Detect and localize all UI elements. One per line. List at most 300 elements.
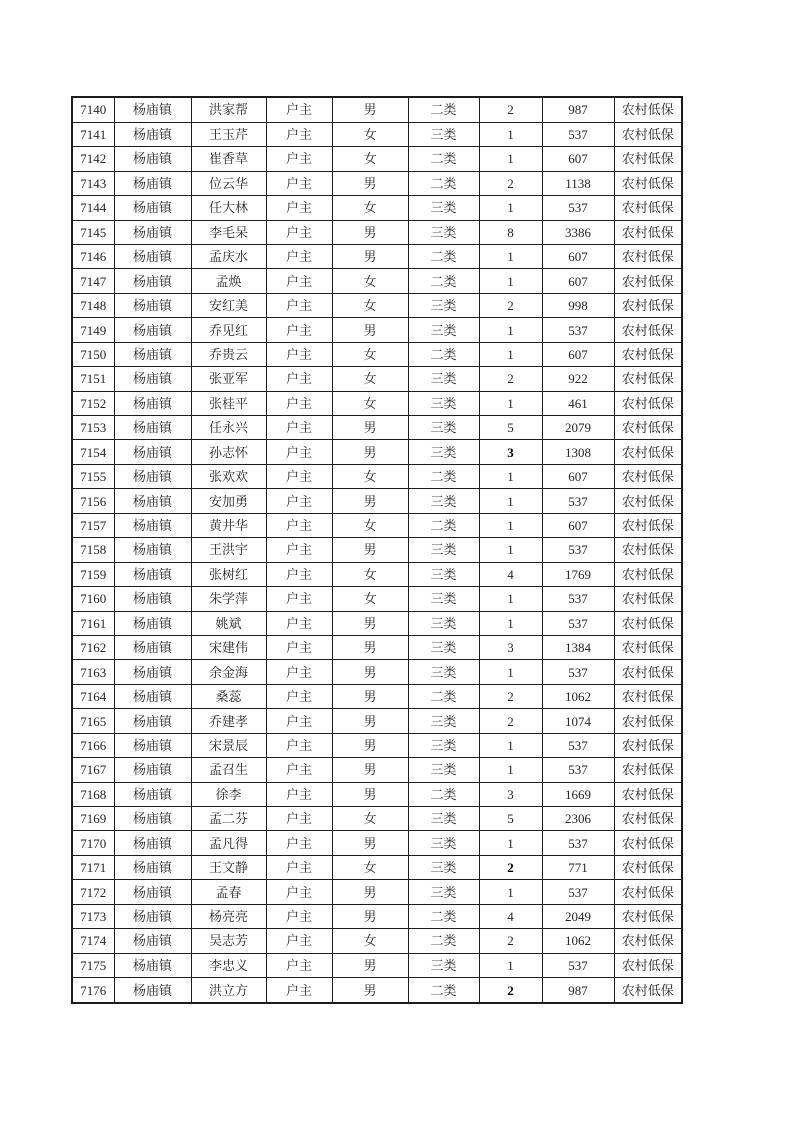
cell-gender: 男: [332, 244, 408, 268]
cell-amount: 3386: [542, 220, 614, 244]
cell-gender: 男: [332, 220, 408, 244]
cell-household-count: 1: [479, 318, 542, 342]
cell-record-id: 7158: [72, 538, 114, 562]
cell-town: 杨庙镇: [114, 269, 191, 293]
cell-gender: 女: [332, 513, 408, 537]
cell-program: 农村低保: [614, 953, 682, 977]
cell-program: 农村低保: [614, 831, 682, 855]
cell-category: 三类: [408, 635, 479, 659]
cell-amount: 1074: [542, 709, 614, 733]
cell-gender: 女: [332, 855, 408, 879]
cell-relation: 户主: [266, 489, 332, 513]
table-row: [72, 318, 682, 342]
cell-person-name: 任永兴: [191, 416, 266, 440]
table-row: [72, 611, 682, 635]
cell-program: 农村低保: [614, 342, 682, 366]
table-row: [72, 391, 682, 415]
cell-amount: 537: [542, 196, 614, 220]
cell-record-id: 7154: [72, 440, 114, 464]
cell-record-id: 7146: [72, 244, 114, 268]
table-row: [72, 464, 682, 488]
cell-gender: 女: [332, 929, 408, 953]
cell-record-id: 7152: [72, 391, 114, 415]
cell-category: 三类: [408, 953, 479, 977]
cell-amount: 607: [542, 464, 614, 488]
cell-program: 农村低保: [614, 318, 682, 342]
cell-amount: 537: [542, 880, 614, 904]
cell-amount: 922: [542, 367, 614, 391]
cell-household-count: 1: [479, 880, 542, 904]
cell-category: 二类: [408, 244, 479, 268]
cell-person-name: 徐李: [191, 782, 266, 806]
cell-relation: 户主: [266, 709, 332, 733]
cell-household-count: 3: [479, 635, 542, 659]
cell-amount: 998: [542, 293, 614, 317]
cell-town: 杨庙镇: [114, 587, 191, 611]
cell-gender: 男: [332, 538, 408, 562]
cell-program: 农村低保: [614, 464, 682, 488]
table-row: [72, 342, 682, 366]
cell-town: 杨庙镇: [114, 538, 191, 562]
cell-town: 杨庙镇: [114, 293, 191, 317]
cell-town: 杨庙镇: [114, 831, 191, 855]
cell-person-name: 张树红: [191, 562, 266, 586]
cell-record-id: 7174: [72, 929, 114, 953]
cell-town: 杨庙镇: [114, 880, 191, 904]
cell-amount: 537: [542, 122, 614, 146]
cell-relation: 户主: [266, 513, 332, 537]
cell-program: 农村低保: [614, 635, 682, 659]
cell-program: 农村低保: [614, 293, 682, 317]
cell-person-name: 乔贵云: [191, 342, 266, 366]
cell-relation: 户主: [266, 342, 332, 366]
cell-record-id: 7162: [72, 635, 114, 659]
cell-person-name: 余金海: [191, 660, 266, 684]
cell-gender: 女: [332, 147, 408, 171]
cell-category: 二类: [408, 342, 479, 366]
cell-person-name: 王文静: [191, 855, 266, 879]
cell-household-count: 2: [479, 978, 542, 1003]
cell-relation: 户主: [266, 244, 332, 268]
cell-person-name: 安加勇: [191, 489, 266, 513]
cell-person-name: 姚斌: [191, 611, 266, 635]
table-row: [72, 782, 682, 806]
cell-relation: 户主: [266, 367, 332, 391]
cell-record-id: 7151: [72, 367, 114, 391]
cell-category: 三类: [408, 733, 479, 757]
cell-person-name: 位云华: [191, 171, 266, 195]
cell-amount: 537: [542, 953, 614, 977]
cell-gender: 男: [332, 831, 408, 855]
cell-amount: 607: [542, 513, 614, 537]
cell-program: 农村低保: [614, 611, 682, 635]
cell-town: 杨庙镇: [114, 391, 191, 415]
cell-person-name: 王玉芹: [191, 122, 266, 146]
cell-person-name: 孟焕: [191, 269, 266, 293]
cell-relation: 户主: [266, 97, 332, 122]
cell-relation: 户主: [266, 122, 332, 146]
table-row: [72, 831, 682, 855]
cell-town: 杨庙镇: [114, 978, 191, 1003]
cell-category: 三类: [408, 367, 479, 391]
cell-relation: 户主: [266, 684, 332, 708]
cell-program: 农村低保: [614, 244, 682, 268]
cell-household-count: 1: [479, 342, 542, 366]
cell-amount: 771: [542, 855, 614, 879]
cell-household-count: 1: [479, 489, 542, 513]
cell-gender: 男: [332, 733, 408, 757]
cell-category: 二类: [408, 782, 479, 806]
cell-gender: 女: [332, 367, 408, 391]
cell-gender: 男: [332, 904, 408, 928]
cell-relation: 户主: [266, 953, 332, 977]
cell-household-count: 2: [479, 855, 542, 879]
cell-household-count: 1: [479, 391, 542, 415]
cell-gender: 男: [332, 758, 408, 782]
cell-person-name: 安红美: [191, 293, 266, 317]
cell-gender: 男: [332, 684, 408, 708]
cell-town: 杨庙镇: [114, 929, 191, 953]
table-row: [72, 147, 682, 171]
cell-town: 杨庙镇: [114, 855, 191, 879]
cell-town: 杨庙镇: [114, 97, 191, 122]
cell-amount: 2049: [542, 904, 614, 928]
cell-town: 杨庙镇: [114, 611, 191, 635]
cell-category: 二类: [408, 464, 479, 488]
cell-amount: 607: [542, 342, 614, 366]
cell-household-count: 5: [479, 416, 542, 440]
cell-person-name: 张亚军: [191, 367, 266, 391]
table-row: [72, 880, 682, 904]
cell-record-id: 7149: [72, 318, 114, 342]
cell-program: 农村低保: [614, 97, 682, 122]
cell-gender: 男: [332, 440, 408, 464]
cell-record-id: 7160: [72, 587, 114, 611]
cell-category: 二类: [408, 513, 479, 537]
cell-town: 杨庙镇: [114, 318, 191, 342]
table-row: [72, 758, 682, 782]
cell-program: 农村低保: [614, 684, 682, 708]
cell-gender: 男: [332, 660, 408, 684]
cell-household-count: 1: [479, 733, 542, 757]
cell-record-id: 7156: [72, 489, 114, 513]
cell-program: 农村低保: [614, 416, 682, 440]
cell-household-count: 2: [479, 367, 542, 391]
cell-category: 三类: [408, 880, 479, 904]
cell-record-id: 7150: [72, 342, 114, 366]
cell-gender: 男: [332, 489, 408, 513]
cell-household-count: 2: [479, 293, 542, 317]
cell-category: 二类: [408, 978, 479, 1003]
cell-relation: 户主: [266, 782, 332, 806]
cell-category: 二类: [408, 929, 479, 953]
cell-program: 农村低保: [614, 562, 682, 586]
cell-person-name: 任大林: [191, 196, 266, 220]
cell-relation: 户主: [266, 635, 332, 659]
cell-town: 杨庙镇: [114, 367, 191, 391]
cell-record-id: 7164: [72, 684, 114, 708]
cell-category: 三类: [408, 855, 479, 879]
cell-record-id: 7161: [72, 611, 114, 635]
cell-relation: 户主: [266, 660, 332, 684]
cell-person-name: 王洪宇: [191, 538, 266, 562]
cell-town: 杨庙镇: [114, 709, 191, 733]
cell-category: 三类: [408, 416, 479, 440]
welfare-roster-table: [71, 96, 683, 1004]
cell-amount: 537: [542, 831, 614, 855]
cell-person-name: 洪家帮: [191, 97, 266, 122]
table-row: [72, 122, 682, 146]
table-row: [72, 904, 682, 928]
cell-relation: 户主: [266, 880, 332, 904]
cell-gender: 男: [332, 880, 408, 904]
cell-amount: 461: [542, 391, 614, 415]
cell-program: 农村低保: [614, 782, 682, 806]
cell-category: 三类: [408, 122, 479, 146]
cell-town: 杨庙镇: [114, 807, 191, 831]
cell-relation: 户主: [266, 440, 332, 464]
cell-program: 农村低保: [614, 147, 682, 171]
cell-program: 农村低保: [614, 391, 682, 415]
cell-record-id: 7171: [72, 855, 114, 879]
cell-record-id: 7172: [72, 880, 114, 904]
cell-household-count: 3: [479, 782, 542, 806]
cell-program: 农村低保: [614, 513, 682, 537]
cell-household-count: 2: [479, 684, 542, 708]
cell-gender: 女: [332, 464, 408, 488]
cell-relation: 户主: [266, 391, 332, 415]
cell-category: 二类: [408, 97, 479, 122]
table-row: [72, 196, 682, 220]
cell-program: 农村低保: [614, 269, 682, 293]
cell-town: 杨庙镇: [114, 953, 191, 977]
cell-household-count: 1: [479, 953, 542, 977]
cell-person-name: 张欢欢: [191, 464, 266, 488]
cell-household-count: 4: [479, 904, 542, 928]
cell-town: 杨庙镇: [114, 122, 191, 146]
cell-amount: 537: [542, 538, 614, 562]
table-row: [72, 367, 682, 391]
cell-household-count: 1: [479, 244, 542, 268]
cell-person-name: 李毛呆: [191, 220, 266, 244]
cell-relation: 户主: [266, 855, 332, 879]
cell-category: 三类: [408, 562, 479, 586]
cell-town: 杨庙镇: [114, 562, 191, 586]
table-row: [72, 293, 682, 317]
cell-household-count: 2: [479, 171, 542, 195]
cell-category: 三类: [408, 709, 479, 733]
cell-household-count: 5: [479, 807, 542, 831]
cell-town: 杨庙镇: [114, 147, 191, 171]
cell-program: 农村低保: [614, 855, 682, 879]
cell-household-count: 2: [479, 929, 542, 953]
cell-category: 三类: [408, 660, 479, 684]
cell-gender: 女: [332, 293, 408, 317]
cell-category: 三类: [408, 807, 479, 831]
cell-gender: 男: [332, 782, 408, 806]
cell-amount: 537: [542, 587, 614, 611]
cell-town: 杨庙镇: [114, 220, 191, 244]
cell-person-name: 孟春: [191, 880, 266, 904]
cell-category: 三类: [408, 587, 479, 611]
cell-person-name: 杨亮亮: [191, 904, 266, 928]
cell-category: 三类: [408, 293, 479, 317]
cell-amount: 2306: [542, 807, 614, 831]
cell-relation: 户主: [266, 733, 332, 757]
cell-record-id: 7170: [72, 831, 114, 855]
cell-program: 农村低保: [614, 196, 682, 220]
cell-amount: 1062: [542, 929, 614, 953]
cell-amount: 2079: [542, 416, 614, 440]
cell-program: 农村低保: [614, 709, 682, 733]
table-row: [72, 538, 682, 562]
cell-person-name: 乔见红: [191, 318, 266, 342]
cell-record-id: 7168: [72, 782, 114, 806]
cell-relation: 户主: [266, 464, 332, 488]
cell-household-count: 1: [479, 660, 542, 684]
cell-relation: 户主: [266, 269, 332, 293]
cell-amount: 537: [542, 660, 614, 684]
cell-relation: 户主: [266, 293, 332, 317]
table-row: [72, 513, 682, 537]
cell-gender: 男: [332, 318, 408, 342]
cell-program: 农村低保: [614, 904, 682, 928]
cell-amount: 537: [542, 318, 614, 342]
cell-household-count: 4: [479, 562, 542, 586]
table-row: [72, 855, 682, 879]
cell-household-count: 1: [479, 464, 542, 488]
cell-record-id: 7173: [72, 904, 114, 928]
cell-person-name: 李忠义: [191, 953, 266, 977]
table-row: [72, 269, 682, 293]
cell-person-name: 乔建孝: [191, 709, 266, 733]
table-row: [72, 709, 682, 733]
cell-program: 农村低保: [614, 122, 682, 146]
cell-amount: 1062: [542, 684, 614, 708]
cell-gender: 女: [332, 122, 408, 146]
cell-person-name: 孙志怀: [191, 440, 266, 464]
cell-amount: 1769: [542, 562, 614, 586]
cell-record-id: 7169: [72, 807, 114, 831]
cell-household-count: 1: [479, 831, 542, 855]
cell-category: 二类: [408, 269, 479, 293]
cell-gender: 男: [332, 953, 408, 977]
cell-record-id: 7144: [72, 196, 114, 220]
cell-town: 杨庙镇: [114, 635, 191, 659]
cell-household-count: 1: [479, 611, 542, 635]
cell-person-name: 宋景辰: [191, 733, 266, 757]
table-row: [72, 684, 682, 708]
cell-gender: 男: [332, 978, 408, 1003]
table-row: [72, 660, 682, 684]
cell-category: 三类: [408, 318, 479, 342]
cell-person-name: 黄井华: [191, 513, 266, 537]
table-row: [72, 97, 682, 122]
cell-amount: 607: [542, 244, 614, 268]
cell-household-count: 1: [479, 513, 542, 537]
table-row: [72, 244, 682, 268]
cell-record-id: 7145: [72, 220, 114, 244]
cell-record-id: 7157: [72, 513, 114, 537]
cell-amount: 1384: [542, 635, 614, 659]
cell-category: 三类: [408, 391, 479, 415]
cell-town: 杨庙镇: [114, 342, 191, 366]
cell-gender: 女: [332, 587, 408, 611]
cell-person-name: 宋建伟: [191, 635, 266, 659]
cell-relation: 户主: [266, 171, 332, 195]
table-row: [72, 440, 682, 464]
cell-program: 农村低保: [614, 440, 682, 464]
cell-gender: 男: [332, 611, 408, 635]
cell-category: 三类: [408, 196, 479, 220]
cell-amount: 537: [542, 758, 614, 782]
cell-household-count: 2: [479, 97, 542, 122]
cell-relation: 户主: [266, 538, 332, 562]
cell-household-count: 1: [479, 147, 542, 171]
cell-amount: 607: [542, 269, 614, 293]
cell-record-id: 7143: [72, 171, 114, 195]
cell-town: 杨庙镇: [114, 196, 191, 220]
table-row: [72, 978, 682, 1003]
cell-relation: 户主: [266, 562, 332, 586]
table-row: [72, 733, 682, 757]
table-body: [72, 97, 682, 1003]
table-row: [72, 635, 682, 659]
cell-program: 农村低保: [614, 807, 682, 831]
cell-household-count: 1: [479, 269, 542, 293]
cell-program: 农村低保: [614, 538, 682, 562]
cell-relation: 户主: [266, 318, 332, 342]
cell-amount: 987: [542, 978, 614, 1003]
cell-amount: 1138: [542, 171, 614, 195]
cell-record-id: 7153: [72, 416, 114, 440]
cell-record-id: 7165: [72, 709, 114, 733]
cell-amount: 537: [542, 611, 614, 635]
cell-town: 杨庙镇: [114, 171, 191, 195]
cell-relation: 户主: [266, 416, 332, 440]
cell-category: 三类: [408, 611, 479, 635]
cell-program: 农村低保: [614, 489, 682, 513]
cell-program: 农村低保: [614, 929, 682, 953]
cell-category: 二类: [408, 147, 479, 171]
cell-program: 农村低保: [614, 660, 682, 684]
cell-household-count: 1: [479, 196, 542, 220]
table-row: [72, 220, 682, 244]
cell-record-id: 7175: [72, 953, 114, 977]
cell-town: 杨庙镇: [114, 489, 191, 513]
cell-record-id: 7140: [72, 97, 114, 122]
cell-household-count: 2: [479, 709, 542, 733]
cell-record-id: 7159: [72, 562, 114, 586]
cell-category: 三类: [408, 440, 479, 464]
cell-town: 杨庙镇: [114, 440, 191, 464]
cell-gender: 男: [332, 416, 408, 440]
cell-household-count: 1: [479, 538, 542, 562]
cell-relation: 户主: [266, 587, 332, 611]
cell-category: 二类: [408, 171, 479, 195]
cell-person-name: 孟二芬: [191, 807, 266, 831]
cell-household-count: 1: [479, 122, 542, 146]
cell-relation: 户主: [266, 758, 332, 782]
table-row: [72, 562, 682, 586]
cell-relation: 户主: [266, 220, 332, 244]
cell-category: 三类: [408, 758, 479, 782]
cell-program: 农村低保: [614, 733, 682, 757]
cell-program: 农村低保: [614, 367, 682, 391]
cell-category: 三类: [408, 489, 479, 513]
cell-amount: 987: [542, 97, 614, 122]
cell-gender: 女: [332, 196, 408, 220]
